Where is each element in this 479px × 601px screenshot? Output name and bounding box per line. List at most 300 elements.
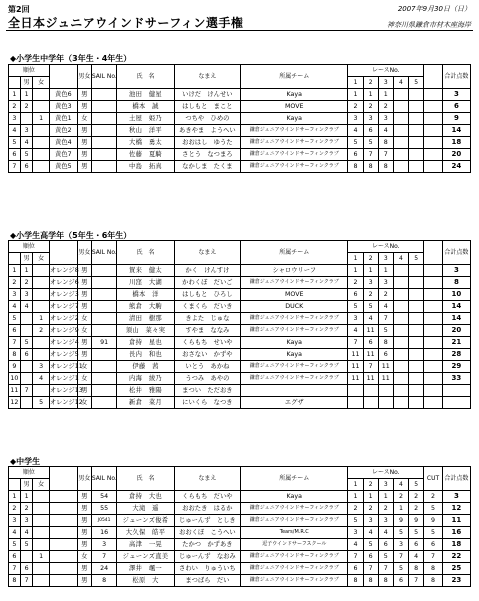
- race-score: 2: [378, 289, 393, 301]
- female-rank: [33, 539, 49, 551]
- male-rank: [20, 373, 33, 385]
- overall-rank: 6: [9, 149, 21, 161]
- race-score: 5: [363, 301, 378, 313]
- gender: 男: [77, 503, 91, 515]
- race-score: 5: [409, 527, 424, 539]
- cut-header: CUT: [424, 467, 443, 491]
- athlete-kana: はしもと まこと: [174, 101, 240, 113]
- athlete-name: 川窪 大湖: [117, 277, 174, 289]
- team-name: 逗子ウインドサーフスクール: [241, 539, 348, 551]
- athlete-kana: じゅーんず としき: [174, 515, 240, 527]
- race-score: [409, 89, 424, 101]
- header-divider: [6, 30, 473, 31]
- table-row: [9, 265, 471, 277]
- sail-number: [91, 265, 117, 277]
- race-score: 5: [348, 137, 363, 149]
- race-score: 5: [393, 527, 408, 539]
- total-points: 33: [442, 373, 470, 385]
- total-points: 20: [442, 149, 470, 161]
- table-row: [9, 301, 471, 313]
- bib-tag: [49, 563, 77, 575]
- race-score: 2: [409, 503, 424, 515]
- athlete-kana: じゅーんず なおみ: [174, 551, 240, 563]
- total-points: 3: [442, 491, 470, 503]
- female-rank: [33, 265, 49, 277]
- total-points: 24: [442, 161, 470, 173]
- table-row: [9, 289, 471, 301]
- athlete-name: 土屋 姫乃: [117, 113, 174, 125]
- table-row: [9, 515, 471, 527]
- bib-tag: オレンジ4: [49, 337, 77, 349]
- total-points: 6: [442, 101, 470, 113]
- bib-tag: オレンジ1: [49, 373, 77, 385]
- gender: 男: [77, 265, 91, 277]
- female-rank: 2: [33, 325, 49, 337]
- name-header: 氏 名: [117, 467, 174, 491]
- female-rank: [33, 575, 49, 587]
- bib-tag: オレンジ9: [49, 325, 77, 337]
- male-header: 男: [20, 77, 33, 89]
- cut-score: [424, 385, 443, 397]
- gender: 女: [77, 361, 91, 373]
- sail-number: [91, 385, 117, 397]
- sail-header: SAIL No.: [91, 467, 117, 491]
- race-score: 4: [348, 125, 363, 137]
- team-name: 鎌倉ジュニアウインドサーフィンクラブ: [241, 313, 348, 325]
- total-points: 9: [442, 113, 470, 125]
- athlete-kana: あきやま ようへい: [174, 125, 240, 137]
- cut-score: [424, 265, 443, 277]
- athlete-name: 内海 綾乃: [117, 373, 174, 385]
- race-score: 3: [348, 113, 363, 125]
- kana-header: なまえ: [174, 65, 240, 89]
- race-score: 9: [409, 515, 424, 527]
- gender: 男: [77, 385, 91, 397]
- race-score: 6: [348, 289, 363, 301]
- race-score: [409, 277, 424, 289]
- total-points: 11: [442, 515, 470, 527]
- race-score: 5: [363, 137, 378, 149]
- total-points: 3: [442, 265, 470, 277]
- table-row: [9, 113, 471, 125]
- race-score: 6: [348, 149, 363, 161]
- kana-header: なまえ: [174, 241, 240, 265]
- team-name: Kaya: [241, 89, 348, 101]
- races-header: レースNo.: [348, 65, 424, 77]
- female-rank: [33, 137, 49, 149]
- overall-rank: 6: [9, 551, 21, 563]
- table-row: [9, 551, 471, 563]
- race-score: 1: [378, 491, 393, 503]
- race-score: 6: [378, 349, 393, 361]
- male-header: 男: [20, 253, 33, 265]
- cut-score: [424, 125, 443, 137]
- race-score: 3: [348, 313, 363, 325]
- sail-number: [91, 149, 117, 161]
- gender-header: 男女: [77, 467, 91, 491]
- tag-header: [49, 65, 77, 89]
- overall-rank: 4: [9, 527, 21, 539]
- male-rank: 4: [20, 137, 33, 149]
- overall-rank: 9: [9, 361, 21, 373]
- race-score: 5: [378, 325, 393, 337]
- table-row: [9, 503, 471, 515]
- athlete-name: 秋山 洋平: [117, 125, 174, 137]
- athlete-name: 須山 菜々実: [117, 325, 174, 337]
- athlete-kana: いとう あかね: [174, 361, 240, 373]
- overall-rank: 3: [9, 515, 21, 527]
- male-rank: [20, 313, 33, 325]
- athlete-kana: はしもと ひろし: [174, 289, 240, 301]
- cut-score: [424, 89, 443, 101]
- gender: 男: [77, 89, 91, 101]
- race-score: 4: [348, 539, 363, 551]
- male-rank: [20, 551, 33, 563]
- race-score: 4: [378, 125, 393, 137]
- bib-tag: [49, 551, 77, 563]
- cut-score: [424, 361, 443, 373]
- race-score: [409, 113, 424, 125]
- sail-number: [91, 161, 117, 173]
- rank-header: 順位: [9, 241, 50, 253]
- race-score: 3: [363, 277, 378, 289]
- sail-number: 3: [91, 539, 117, 551]
- overall-rank-header: [9, 479, 21, 491]
- race-score: 2: [378, 101, 393, 113]
- race-score: 1: [348, 491, 363, 503]
- athlete-kana: きよた じゅな: [174, 313, 240, 325]
- race-score: 4: [363, 527, 378, 539]
- female-rank: [33, 503, 49, 515]
- bib-tag: 黄色1: [49, 113, 77, 125]
- cut-score: 8: [424, 563, 443, 575]
- race-score: 7: [393, 551, 408, 563]
- gender: 男: [77, 491, 91, 503]
- team-name: DUCK: [241, 301, 348, 313]
- table-row: [9, 527, 471, 539]
- race-score: 4: [409, 551, 424, 563]
- race-score: 8: [378, 137, 393, 149]
- total-points: [442, 397, 470, 409]
- team-name: 鎌倉ジュニアウインドサーフィンクラブ: [241, 137, 348, 149]
- race-score: [409, 301, 424, 313]
- gender: 女: [77, 551, 91, 563]
- race-score: 6: [363, 551, 378, 563]
- rank-header: 順位: [9, 467, 50, 479]
- race-score: 1: [363, 491, 378, 503]
- race-score: 1: [363, 265, 378, 277]
- bib-tag: 黄色4: [49, 137, 77, 149]
- race-score: [363, 397, 378, 409]
- bib-tag: [49, 527, 77, 539]
- results-table: [8, 466, 471, 587]
- team-name: 鎌倉ジュニアウインドサーフィンクラブ: [241, 277, 348, 289]
- race-score: 2: [393, 491, 408, 503]
- team-name: 鎌倉ジュニアウインドサーフィンクラブ: [241, 515, 348, 527]
- race-score: 7: [378, 149, 393, 161]
- athlete-kana: くらもち だいや: [174, 491, 240, 503]
- sail-number: 24: [91, 563, 117, 575]
- race-score: [348, 385, 363, 397]
- male-rank: 6: [20, 563, 33, 575]
- race-score: [409, 137, 424, 149]
- bib-tag: オレンジ7: [49, 301, 77, 313]
- female-rank: [33, 349, 49, 361]
- total-points: 10: [442, 289, 470, 301]
- total-header: 合計点数: [442, 65, 470, 89]
- race-score: 6: [348, 563, 363, 575]
- total-points: 8: [442, 277, 470, 289]
- race-score: 7: [363, 361, 378, 373]
- athlete-name: 賀来 健太: [117, 265, 174, 277]
- race-score: 7: [348, 337, 363, 349]
- team-name: MOVE: [241, 101, 348, 113]
- athlete-name: 池田 健星: [117, 89, 174, 101]
- athlete-kana: なかしま たくま: [174, 161, 240, 173]
- race-score: [409, 337, 424, 349]
- team-name: [241, 385, 348, 397]
- cut-score: [424, 113, 443, 125]
- female-rank: [33, 161, 49, 173]
- male-rank: 3: [20, 125, 33, 137]
- athlete-kana: くまくら だいき: [174, 301, 240, 313]
- team-name: 鎌倉ジュニアウインドサーフィンクラブ: [241, 575, 348, 587]
- race-score: 7: [363, 149, 378, 161]
- athlete-kana: うつみ あやの: [174, 373, 240, 385]
- team-name: 鎌倉ジュニアウインドサーフィンクラブ: [241, 125, 348, 137]
- overall-rank: 3: [9, 113, 21, 125]
- overall-rank: 4: [9, 301, 21, 313]
- race-score: [409, 161, 424, 173]
- cut-score: [424, 325, 443, 337]
- sail-number: [91, 101, 117, 113]
- athlete-kana: いけだ けんせい: [174, 89, 240, 101]
- name-header: 氏 名: [117, 241, 174, 265]
- team-name: Tears/M.R.C: [241, 527, 348, 539]
- male-rank: [20, 397, 33, 409]
- sail-number: [91, 349, 117, 361]
- athlete-name: 大橋 勇太: [117, 137, 174, 149]
- cut-score: [424, 349, 443, 361]
- athlete-name: 新倉 菜月: [117, 397, 174, 409]
- race-score: 8: [363, 161, 378, 173]
- gender: 男: [77, 101, 91, 113]
- bib-tag: 黄色3: [49, 101, 77, 113]
- tag-header: [49, 467, 77, 491]
- table-row: [9, 397, 471, 409]
- race-score: [409, 265, 424, 277]
- gender: 女: [77, 313, 91, 325]
- race-score: 2: [348, 101, 363, 113]
- sail-number: [91, 301, 117, 313]
- race-score: 3: [378, 515, 393, 527]
- bib-tag: [49, 503, 77, 515]
- cut-score: [424, 137, 443, 149]
- race-score: 1: [378, 265, 393, 277]
- sail-number: J0541: [91, 515, 117, 527]
- athlete-name: 中島 拓真: [117, 161, 174, 173]
- bib-tag: 黄色2: [49, 125, 77, 137]
- female-rank: [33, 491, 49, 503]
- athlete-name: ジューンズ俊希: [117, 515, 174, 527]
- male-rank: 2: [20, 277, 33, 289]
- race-score: 1: [393, 503, 408, 515]
- race-score: [393, 161, 408, 173]
- team-name: Kaya: [241, 349, 348, 361]
- athlete-name: 大滝 遥: [117, 503, 174, 515]
- athlete-kana: さわい りゅういち: [174, 563, 240, 575]
- race-score: [409, 289, 424, 301]
- overall-rank: 5: [9, 137, 21, 149]
- race-number-header: 4: [393, 77, 408, 89]
- gender: 男: [77, 527, 91, 539]
- race-score: 7: [378, 563, 393, 575]
- race-score: [393, 349, 408, 361]
- male-rank: 2: [20, 101, 33, 113]
- overall-rank: 8: [9, 575, 21, 587]
- page-title: 全日本ジュニアウインドサーフィン選手権: [8, 16, 244, 30]
- race-score: 4: [378, 527, 393, 539]
- race-score: [393, 397, 408, 409]
- race-score: 3: [348, 527, 363, 539]
- total-points: 29: [442, 361, 470, 373]
- race-number-header: 2: [363, 77, 378, 89]
- race-score: [393, 301, 408, 313]
- sail-header: SAIL No.: [91, 241, 117, 265]
- race-score: [409, 385, 424, 397]
- athlete-kana: たかつ かずあき: [174, 539, 240, 551]
- gender: 男: [77, 137, 91, 149]
- male-rank: 5: [20, 149, 33, 161]
- overall-rank: 2: [9, 101, 21, 113]
- female-rank: 1: [33, 313, 49, 325]
- total-points: 16: [442, 527, 470, 539]
- table-row: [9, 149, 471, 161]
- race-score: 8: [363, 575, 378, 587]
- female-header: 女: [33, 77, 49, 89]
- bib-tag: 黄色7: [49, 149, 77, 161]
- bib-tag: [49, 515, 77, 527]
- race-score: [393, 373, 408, 385]
- gender-header: 男女: [77, 65, 91, 89]
- gender: 男: [77, 515, 91, 527]
- team-name: シャロウリーフ: [241, 265, 348, 277]
- total-points: 14: [442, 313, 470, 325]
- team-name: Kaya: [241, 337, 348, 349]
- bib-tag: オレンジ2: [49, 313, 77, 325]
- cut-score: 5: [424, 503, 443, 515]
- male-rank: 4: [20, 301, 33, 313]
- overall-rank: 4: [9, 125, 21, 137]
- athlete-name: 松原 大: [117, 575, 174, 587]
- male-rank: [20, 361, 33, 373]
- race-score: 6: [378, 539, 393, 551]
- cut-score: [424, 337, 443, 349]
- male-rank: 1: [20, 265, 33, 277]
- race-score: 1: [348, 89, 363, 101]
- male-rank: [20, 325, 33, 337]
- race-score: [393, 265, 408, 277]
- athlete-kana: つちや ひめの: [174, 113, 240, 125]
- athlete-name: 澤井 颯一: [117, 563, 174, 575]
- athlete-kana: まつい ただおき: [174, 385, 240, 397]
- overall-rank: 7: [9, 563, 21, 575]
- athlete-kana: おおたき はるか: [174, 503, 240, 515]
- race-score: 6: [363, 125, 378, 137]
- athlete-name: 長内 和也: [117, 349, 174, 361]
- female-rank: [33, 385, 49, 397]
- team-name: Kaya: [241, 491, 348, 503]
- total-points: 28: [442, 349, 470, 361]
- race-score: [409, 373, 424, 385]
- male-rank: 5: [20, 337, 33, 349]
- overall-rank: 6: [9, 325, 21, 337]
- athlete-name: 高津 一晃: [117, 539, 174, 551]
- race-score: 8: [378, 337, 393, 349]
- table-row: [9, 373, 471, 385]
- cut-score: 7: [424, 551, 443, 563]
- table-row: [9, 313, 471, 325]
- sail-number: 8: [91, 575, 117, 587]
- total-points: 18: [442, 539, 470, 551]
- race-score: 8: [348, 575, 363, 587]
- male-rank: 3: [20, 515, 33, 527]
- race-score: [393, 277, 408, 289]
- sail-number: [91, 397, 117, 409]
- overall-rank: 5: [9, 539, 21, 551]
- sail-number: [91, 361, 117, 373]
- male-rank: 2: [20, 503, 33, 515]
- rank-header: 順位: [9, 65, 50, 77]
- female-rank: [33, 563, 49, 575]
- venue-label: 神奈川県鎌倉市材木座海岸: [387, 21, 471, 29]
- bib-tag: 黄色5: [49, 161, 77, 173]
- gender: 男: [77, 349, 91, 361]
- race-score: 11: [348, 373, 363, 385]
- male-rank: 5: [20, 539, 33, 551]
- race-score: 11: [363, 349, 378, 361]
- overall-rank: 10: [9, 373, 21, 385]
- female-rank: [33, 301, 49, 313]
- cut-score: [424, 101, 443, 113]
- race-score: 6: [409, 539, 424, 551]
- sail-number: [91, 137, 117, 149]
- results-table: [8, 240, 471, 409]
- race-score: 5: [363, 539, 378, 551]
- team-header: 所属チーム: [241, 65, 348, 89]
- athlete-kana: おおはし ゆうた: [174, 137, 240, 149]
- bib-tag: 黄色6: [49, 89, 77, 101]
- cut-score: [424, 161, 443, 173]
- race-score: [393, 325, 408, 337]
- total-points: 14: [442, 125, 470, 137]
- athlete-name: 清田 樹那: [117, 313, 174, 325]
- section-title: ◆小学生高学年（5年生・6年生）: [10, 231, 132, 240]
- table-row: [9, 337, 471, 349]
- female-header: 女: [33, 253, 49, 265]
- total-points: 20: [442, 325, 470, 337]
- table-row: [9, 277, 471, 289]
- race-score: [409, 325, 424, 337]
- race-number-header: 5: [409, 77, 424, 89]
- overall-rank-header: [9, 253, 21, 265]
- race-score: 7: [363, 563, 378, 575]
- sail-number: [91, 89, 117, 101]
- race-score: [409, 125, 424, 137]
- team-name: 鎌倉ジュニアウインドサーフィンクラブ: [241, 503, 348, 515]
- athlete-name: ジューンズ直美: [117, 551, 174, 563]
- table-row: [9, 575, 471, 587]
